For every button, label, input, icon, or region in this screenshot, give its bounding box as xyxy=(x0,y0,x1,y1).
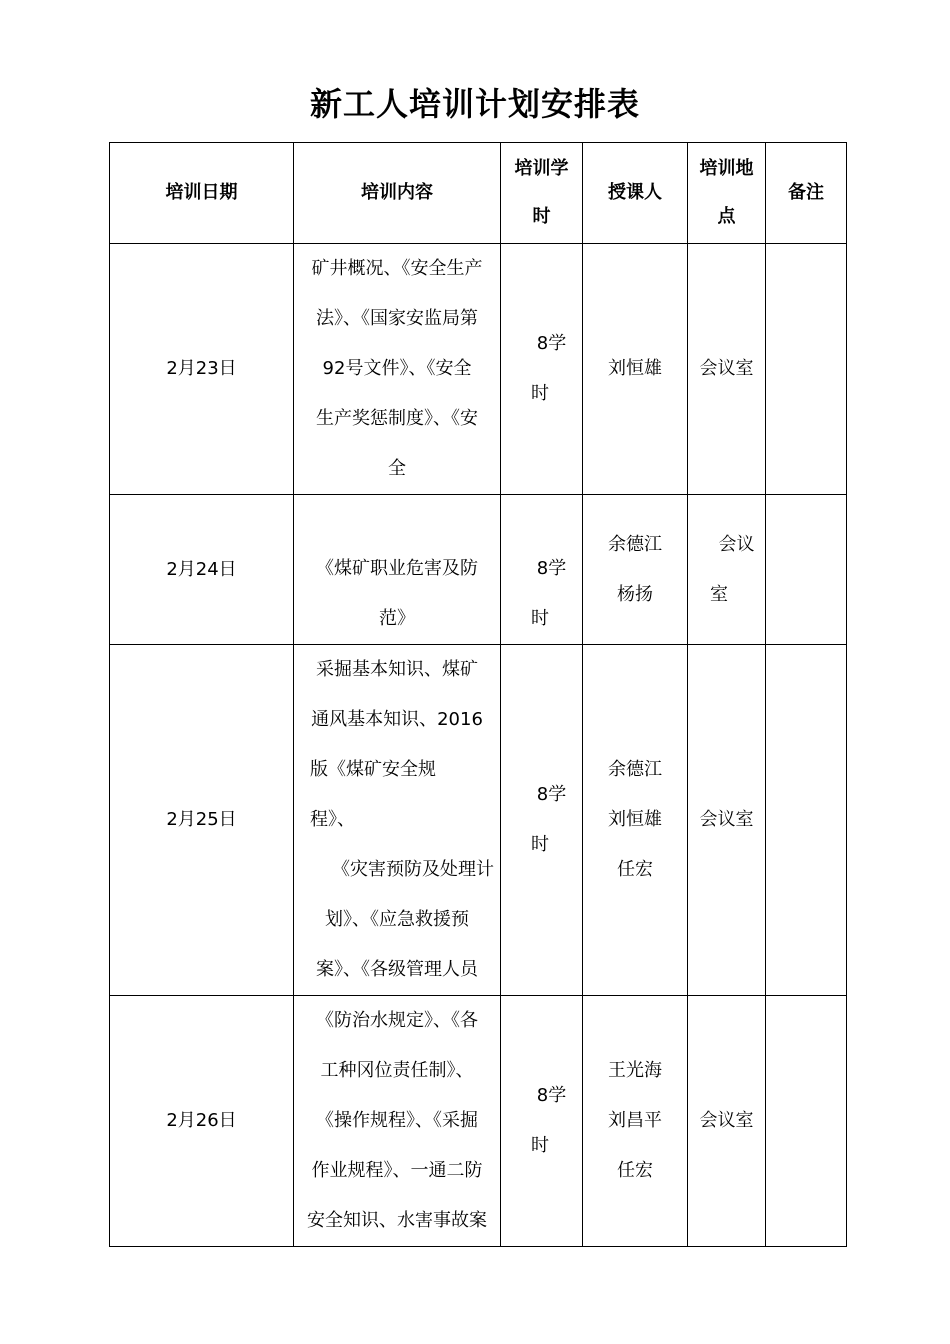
hours-line: 8学 xyxy=(536,784,567,805)
cell-content xyxy=(294,645,501,996)
teacher-name: 刘昌平 xyxy=(608,1110,662,1131)
content-line: 法》、《国家安监局第 xyxy=(316,308,478,329)
content-line: 作业规程》、一通二防 xyxy=(311,1160,483,1181)
header-place-line1: 培训地 xyxy=(699,158,754,179)
content-line: 工种冈位责任制》、 xyxy=(320,1060,474,1081)
header-hours-line1: 培训学 xyxy=(514,158,569,179)
content-line: 版《煤矿安全规 xyxy=(310,759,436,780)
cell-date: 2月24日 xyxy=(110,495,294,645)
teacher-name: 刘恒雄 xyxy=(608,809,662,830)
content-line: 生产奖惩制度》、《安 xyxy=(316,408,478,429)
header-place-line2: 点 xyxy=(717,206,736,227)
cell-note xyxy=(766,645,847,996)
hours-line: 时 xyxy=(531,834,549,855)
hours-line: 8学 xyxy=(536,333,567,354)
content-line: 《防治水规定》、《各 xyxy=(316,1010,478,1031)
cell-teacher xyxy=(583,645,688,996)
cell-teacher xyxy=(583,244,688,495)
cell-hours xyxy=(501,645,583,996)
cell-place xyxy=(688,996,766,1247)
content-line: 矿井概况、《安全生产 xyxy=(311,258,483,279)
teacher-name: 杨扬 xyxy=(617,583,653,605)
cell-place xyxy=(688,495,766,645)
cell-hours xyxy=(501,495,583,645)
content-line: 通风基本知识、2016 xyxy=(311,709,483,730)
content-line: 采掘基本知识、煤矿 xyxy=(316,659,478,680)
teacher-name: 任宏 xyxy=(617,859,653,880)
content-line: 全 xyxy=(388,458,406,479)
page-title: 新工人培训计划安排表 xyxy=(309,85,640,123)
hours-line: 8学 xyxy=(536,558,567,579)
teacher-name: 刘恒雄 xyxy=(608,358,662,379)
header-content: 培训内容 xyxy=(294,143,501,244)
content-line: 92号文件》、《安全 xyxy=(322,358,472,379)
header-hours xyxy=(501,143,583,244)
content-line: 《操作规程》、《采掘 xyxy=(316,1110,478,1131)
training-schedule-table xyxy=(109,142,847,1247)
cell-note xyxy=(766,244,847,495)
place-line: 会议室 xyxy=(699,809,754,830)
teacher-name: 余德江 xyxy=(608,759,662,780)
content-line: 划》、《应急救援预 xyxy=(325,909,469,930)
cell-content xyxy=(294,996,501,1247)
cell-teacher xyxy=(583,495,688,645)
hours-line: 8学 xyxy=(536,1085,567,1106)
cell-content xyxy=(294,244,501,495)
header-date: 培训日期 xyxy=(110,143,294,244)
place-line: 室 xyxy=(710,583,728,605)
header-teacher: 授课人 xyxy=(583,143,688,244)
cell-place xyxy=(688,244,766,495)
header-note: 备注 xyxy=(766,143,847,244)
table-row xyxy=(110,244,847,495)
cell-place xyxy=(688,645,766,996)
content-line: 安全知识、水害事故案 xyxy=(307,1210,487,1231)
table-row xyxy=(110,996,847,1247)
content-line: 《灾害预防及处理计 xyxy=(332,859,494,880)
hours-line: 时 xyxy=(531,1135,549,1156)
cell-content xyxy=(294,495,501,645)
table-row xyxy=(110,495,847,645)
teacher-name: 余德江 xyxy=(608,533,662,555)
place-line: 会议室 xyxy=(699,358,754,379)
place-line: 会议室 xyxy=(699,1110,754,1131)
place-line: 会议 xyxy=(718,533,755,555)
teacher-name: 任宏 xyxy=(617,1160,653,1181)
cell-hours xyxy=(501,244,583,495)
content-line: 程》、 xyxy=(310,809,355,830)
cell-note xyxy=(766,996,847,1247)
content-line: 案》、《各级管理人员 xyxy=(316,959,478,980)
content-line: 《煤矿职业危害及防 xyxy=(316,558,478,579)
header-place xyxy=(688,143,766,244)
header-hours-line2: 时 xyxy=(532,206,551,227)
cell-note xyxy=(766,495,847,645)
cell-date: 2月26日 xyxy=(110,996,294,1247)
hours-line: 时 xyxy=(531,383,549,404)
table-header-row xyxy=(110,143,847,244)
table-row xyxy=(110,645,847,996)
hours-line: 时 xyxy=(531,608,549,629)
content-line: 范》 xyxy=(379,608,415,629)
cell-teacher xyxy=(583,996,688,1247)
cell-hours xyxy=(501,996,583,1247)
cell-date: 2月25日 xyxy=(110,645,294,996)
cell-date: 2月23日 xyxy=(110,244,294,495)
teacher-name: 王光海 xyxy=(608,1060,662,1081)
